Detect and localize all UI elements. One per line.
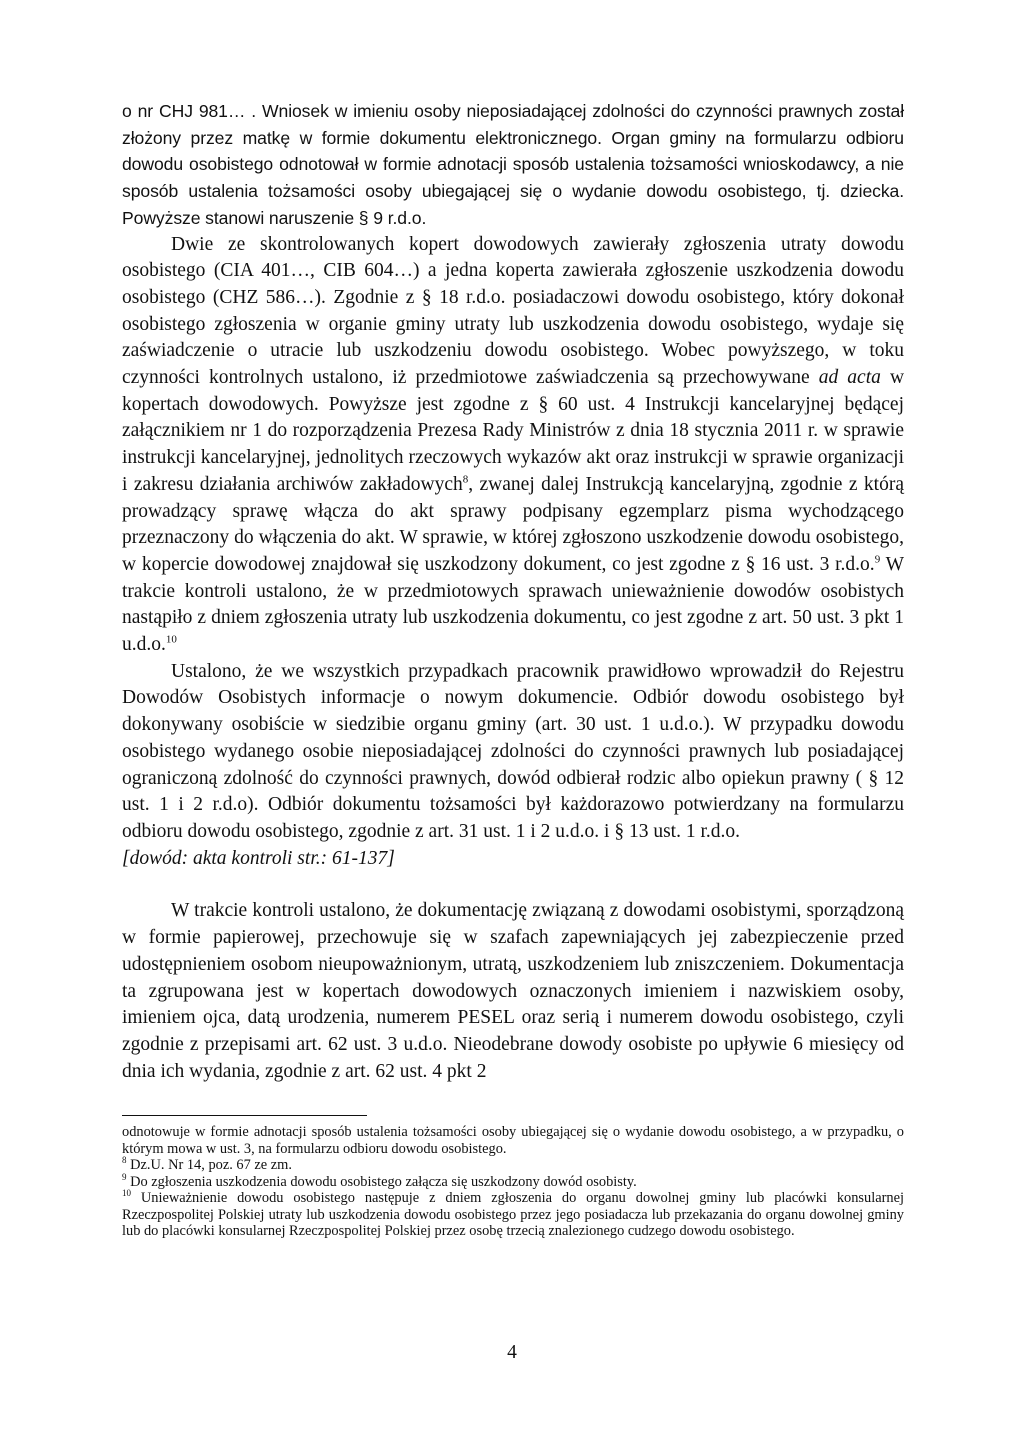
document-page <box>122 98 904 1240</box>
paragraph-spacer <box>122 872 904 898</box>
paragraph-text: Dwie ze skontrolowanych kopert dowodowych zawierały zgłoszenia utraty dowodu osobistego (CIA 401…, CIB 604…) a jedna koperta zawierała zgłoszenie uszkodzenia dowodu osobistego (CHZ 586…). Zgodnie z § 18 r.d.o. posiadaczowi dowodu osobistego, który dokonał osobistego zgłoszenia w organie gminy utraty lub uszkodzenia dowodu osobistego, wydaje się zaświadczenie o utracie lub uszkodzeniu dowodu osobistego. Wobec powyższego, w toku czynności kontrolnych ustalono, iż przedmiotowe zaświadczenia są przechowywane <box>122 233 904 389</box>
footnote-8 <box>122 1157 904 1174</box>
evidence-reference: [dowód: akta kontroli str.: 61-137] <box>122 847 395 869</box>
latin-phrase: ad acta <box>818 367 881 389</box>
paragraph-application-continuation: o nr CHJ 981… . Wniosek w imieniu osoby nieposiadającej zdolności do czynności prawnych został złożony przez matkę w formie dokumentu elektronicznego. Organ gminy na formularzu odbioru dowodu osobistego odnotował w formie adnotacji sposób ustalenia tożsamości wnioskodawcy, a nie sposób ustalenia tożsamości osoby ubiegającej się o wydanie dowodu osobistego, tj. dziecka. Powyższe stanowi naruszenie § 9 r.d.o. <box>122 101 904 228</box>
footnote-9 <box>122 1174 904 1191</box>
paragraph-text: W trakcie kontroli ustalono, że w przedmiotowych sprawach unieważnienie dowodów osobistych nastąpiło z dniem zgłoszenia utraty lub uszkodzenia dokumentu, co jest zgodne z art. 50 ust. 3 pkt 1 u.d.o. <box>122 553 904 656</box>
footnote-ref-10[interactable]: 10 <box>165 633 177 646</box>
page-number: 4 <box>507 1342 517 1363</box>
paragraph-lost-damaged-documents <box>122 232 904 659</box>
paragraph-document-storage: W trakcie kontroli ustalono, że dokumentację związaną z dowodami osobistymi, sporządzoną w formie papierowej, przechowuje się w szafach zapewniających jej zabezpieczenie przed udostępnieniem osobom nieupoważnionym, utratą, uszkodzeniem lub zniszczeniem. Dokumentacja ta zgrupowana jest w kopertach dowodowych oznaczonych imieniem i nazwiskiem osoby, imieniem ojca, datą urodzenia, numerem PESEL oraz serią i numerem dowodu osobistego, czyli zgodnie z przepisami art. 62 ust. 3 u.d.o. Nieodebrane dowody osobiste po upływie 6 miesięcy od dnia ich wydania, zgodnie z art. 62 ust. 4 pkt 2 <box>122 900 904 1082</box>
footnote-number: 8 <box>122 1155 127 1166</box>
footnote-continuation: odnotowuje w formie adnotacji sposób ustalenia tożsamości osoby ubiegającej się o wydanie dowodu osobistego, a w przypadku, o którym mowa w ust. 3, na formularzu odbioru dowodu osobistego. <box>122 1124 904 1157</box>
footnote-text: Dz.U. Nr 14, poz. 67 ze zm. <box>130 1157 292 1174</box>
paragraph-text: , zwanej dalej Instrukcją kancelaryjną, zgodnie z którą prowadzący sprawę włącza do akt sprawy podpisany egzemplarz pisma wychodzącego przeznaczony do włączenia do akt. W sprawie, w której zgłoszono uszkodzenie dowodu osobistego, w kopercie dowodowej znajdował się uszkodzony dokument, co jest zgodne z § 16 ust. 3 r.d.o. <box>122 473 904 575</box>
footnote-number: 9 <box>122 1172 127 1183</box>
paragraph-text: w kopertach dowodowych. Powyższe jest zgodne z § 60 ust. 4 Instrukcji kancelaryjnej będącej załącznikiem nr 1 do rozporządzenia Prezesa Rady Ministrów z dnia 18 stycznia 2011 r. w sprawie instrukcji kancelaryjnej, jednolitych rzeczowych wykazów akt oraz instrukcji w sprawie organizacji i zakresu działania archiwów zakładowych <box>122 367 905 495</box>
paragraph-registry-and-collection: Ustalono, że we wszystkich przypadkach pracownik prawidłowo wprowadził do Rejestru Dowodów Osobistych informacje o nowym dokumencie. Odbiór dowodu osobistego był dokonywany osobiście w siedzibie organu gminy (art. 30 ust. 1 u.d.o.). W przypadku dowodu osobistego wydanego osobie nieposiadającej zdolności do czynności prawnych lub posiadającej ograniczoną zdolność do czynności prawnych, dowód odbierał rodzic albo opiekun prawny ( § 12 ust. 1 i 2 r.d.o). Odbiór dokumentu tożsamości był każdorazowo potwierdzany na formularzu odbioru dowodu osobistego, zgodnie z art. 31 ust. 1 i 2 u.d.o. i § 13 ust. 1 r.d.o. <box>122 660 904 842</box>
footnote-separator <box>122 1115 367 1116</box>
footnote-ref-8[interactable]: 8 <box>462 473 469 486</box>
footnote-text: Do zgłoszenia uszkodzenia dowodu osobistego załącza się uszkodzony dowód osobisty. <box>130 1173 637 1190</box>
footnotes <box>122 1124 904 1240</box>
footnote-10 <box>122 1190 904 1240</box>
footnote-number: 10 <box>122 1188 131 1199</box>
footnote-ref-9[interactable]: 9 <box>874 553 881 566</box>
footnote-text: Unieważnienie dowodu osobistego następuje z dniem zgłoszenia do organu dowolnej gminy lub placówki konsularnej Rzeczpospolitej Polskiej utraty lub uszkodzenia dowodu osobistego przez jego posiadacza lub przekazania do organu dowolnej gminy lub do placówki konsularnej Rzeczpospolitej Polskiej przez osobę trzecią znalezionego cudzego dowodu osobistego. <box>122 1190 904 1240</box>
